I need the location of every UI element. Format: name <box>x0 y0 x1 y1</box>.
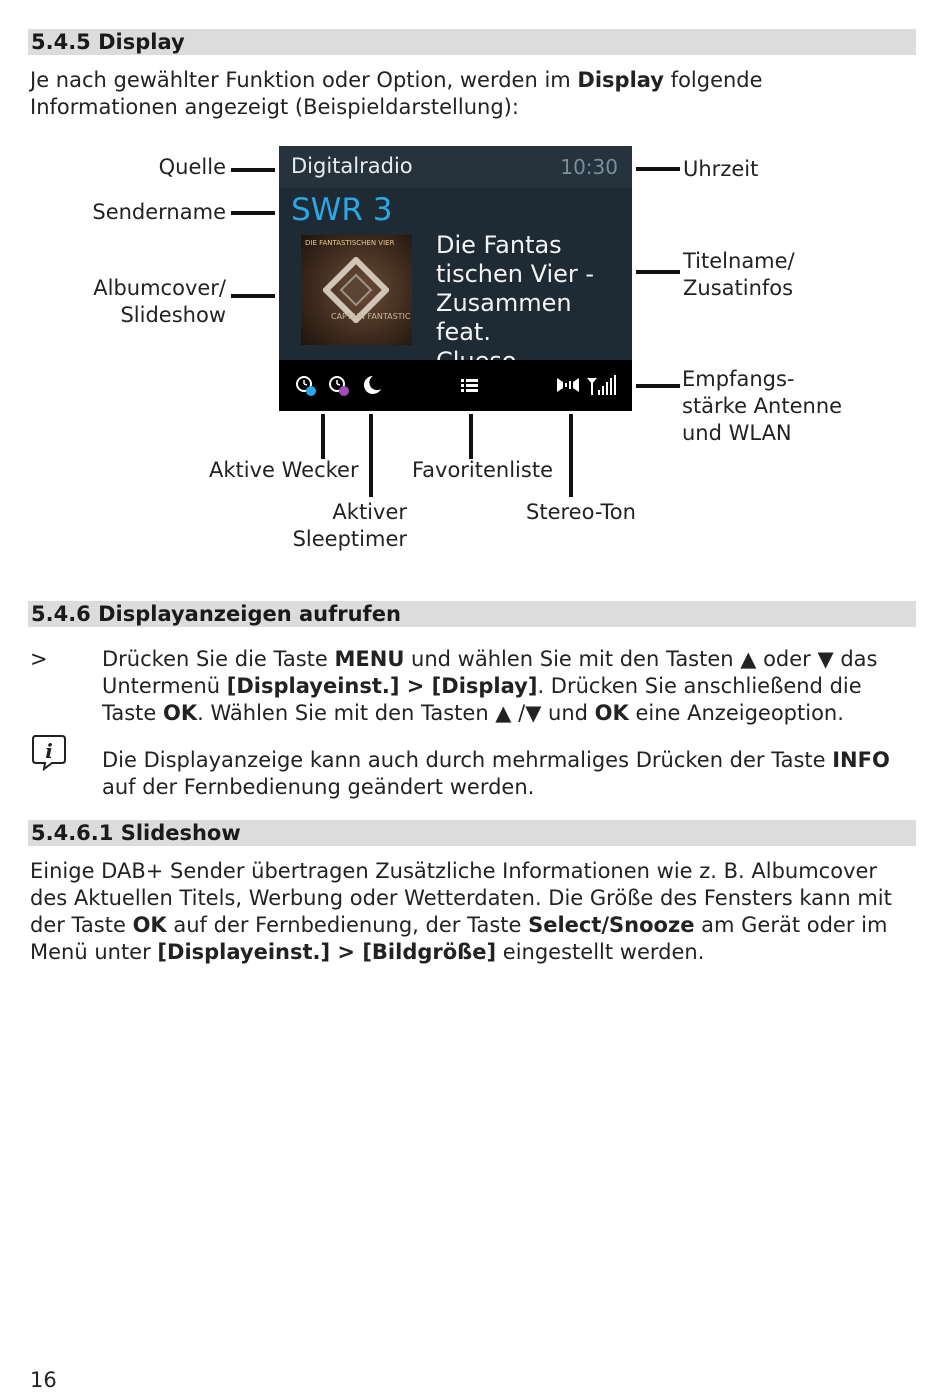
step-text: . Drücken Sie anschließend die Taste <box>102 674 862 725</box>
label-sleeptimer <box>276 499 407 553</box>
leader-line <box>636 384 680 388</box>
leader-line <box>231 211 275 215</box>
display-time: 10:30 <box>560 155 618 179</box>
note-text: Die Displayanzeige kann auch durch mehrmaliges Drücken der Taste <box>102 748 833 772</box>
display-source: Digitalradio <box>291 154 413 178</box>
label-quelle: Quelle <box>158 155 226 179</box>
section-heading-slideshow: 5.4.6.1 Slideshow <box>28 820 916 846</box>
stereo-icon <box>555 372 583 398</box>
info-icon <box>30 733 68 771</box>
label-empfang-line: und WLAN <box>682 421 792 445</box>
step-paragraph <box>102 646 912 727</box>
leader-line <box>231 168 275 172</box>
label-empfang-line: Empfangs- <box>682 367 795 391</box>
page-number: 16 <box>30 1368 57 1392</box>
section-heading-display: 5.4.5 Display <box>28 29 916 55</box>
step-marker: > <box>30 647 48 671</box>
favorites-list-icon <box>459 372 481 398</box>
display-mockup <box>279 146 632 411</box>
album-cover <box>301 235 412 345</box>
label-empfang-line: stärke Antenne <box>682 394 843 418</box>
leader-line <box>569 414 573 497</box>
step-text: eine Anzeigeoption. <box>628 701 844 725</box>
label-favoritenliste: Favoritenliste <box>412 458 553 482</box>
label-albumcover-line: Albumcover/ <box>93 276 226 300</box>
intro-paragraph <box>30 67 910 121</box>
label-sleeptimer-line: Sleeptimer <box>292 527 407 551</box>
label-sendername: Sendername <box>92 200 226 224</box>
step-text: . Wählen Sie mit den Tasten ▲ /▼ und <box>197 701 595 725</box>
alarm-2-icon <box>326 372 352 398</box>
label-empfang <box>682 366 842 447</box>
slideshow-text: auf der Fernbedienung, der Taste <box>166 913 529 937</box>
step-text: Drücken Sie die Taste <box>102 647 335 671</box>
album-cover-text: DIE FANTASTISCHEN VIER <box>305 239 395 247</box>
leader-line <box>636 270 680 274</box>
note-bold: INFO <box>832 748 890 772</box>
note-paragraph <box>102 747 912 801</box>
step-bold: OK <box>163 701 198 725</box>
leader-line <box>636 167 680 171</box>
signal-strength-icon <box>585 372 619 398</box>
label-stereo-ton: Stereo-Ton <box>526 500 636 524</box>
title-line: Zusammen feat. <box>436 289 572 346</box>
slideshow-text: Einige DAB+ Sender übertragen Zusätzliche Informationen wie z. B. Albumcover des Aktuellen Titels, Werbung oder Wetterdaten. Die Größe des Fensters kann mit der Taste <box>30 859 892 937</box>
step-bold: [Displayeinst.] > [Display] <box>226 674 538 698</box>
display-station-name: SWR 3 <box>291 192 393 228</box>
slideshow-text: eingestellt werden. <box>496 940 705 964</box>
slideshow-text: am Gerät oder im Menü unter <box>30 913 888 964</box>
label-albumcover-line: Slideshow <box>120 303 226 327</box>
slideshow-bold: [Displayeinst.] > [Bildgröße] <box>157 940 497 964</box>
label-sleeptimer-line: Aktiver <box>332 500 407 524</box>
step-bold: OK <box>594 701 629 725</box>
slideshow-bold: Select/Snooze <box>528 913 695 937</box>
album-cover-band: CAPTAIN FANTASTIC <box>331 312 411 321</box>
sleep-moon-icon <box>360 372 384 398</box>
alarm-1-icon <box>293 372 319 398</box>
intro-text-2: folgende Informationen angezeigt (Beispieldarstellung): <box>30 68 763 119</box>
leader-line <box>469 414 473 459</box>
slideshow-bold: OK <box>132 913 167 937</box>
leader-line <box>231 294 275 298</box>
leader-line <box>369 414 373 497</box>
leader-line <box>321 414 325 459</box>
title-line: tischen Vier - <box>436 260 595 288</box>
slideshow-paragraph <box>30 858 915 966</box>
step-bold: MENU <box>334 647 405 671</box>
label-uhrzeit: Uhrzeit <box>683 157 759 181</box>
label-titelname-line: Titelname/ <box>683 249 795 273</box>
note-text: auf der Fernbedienung geändert werden. <box>102 775 535 799</box>
title-line: Die Fantas <box>436 231 562 259</box>
section-heading-displayanzeigen: 5.4.6 Displayanzeigen aufrufen <box>28 601 916 627</box>
intro-text-1: Je nach gewählter Funktion oder Option, werden im <box>30 68 578 92</box>
intro-bold: Display <box>577 68 664 92</box>
label-aktive-wecker: Aktive Wecker <box>209 458 359 482</box>
step-text: und wählen Sie mit den Tasten ▲ oder ▼ das Untermenü <box>102 647 878 698</box>
display-title-text <box>436 231 626 376</box>
label-titelname-line: Zusatinfos <box>683 276 794 300</box>
label-albumcover <box>60 275 226 329</box>
label-titelname <box>683 248 795 302</box>
svg-text:i: i <box>45 739 53 763</box>
